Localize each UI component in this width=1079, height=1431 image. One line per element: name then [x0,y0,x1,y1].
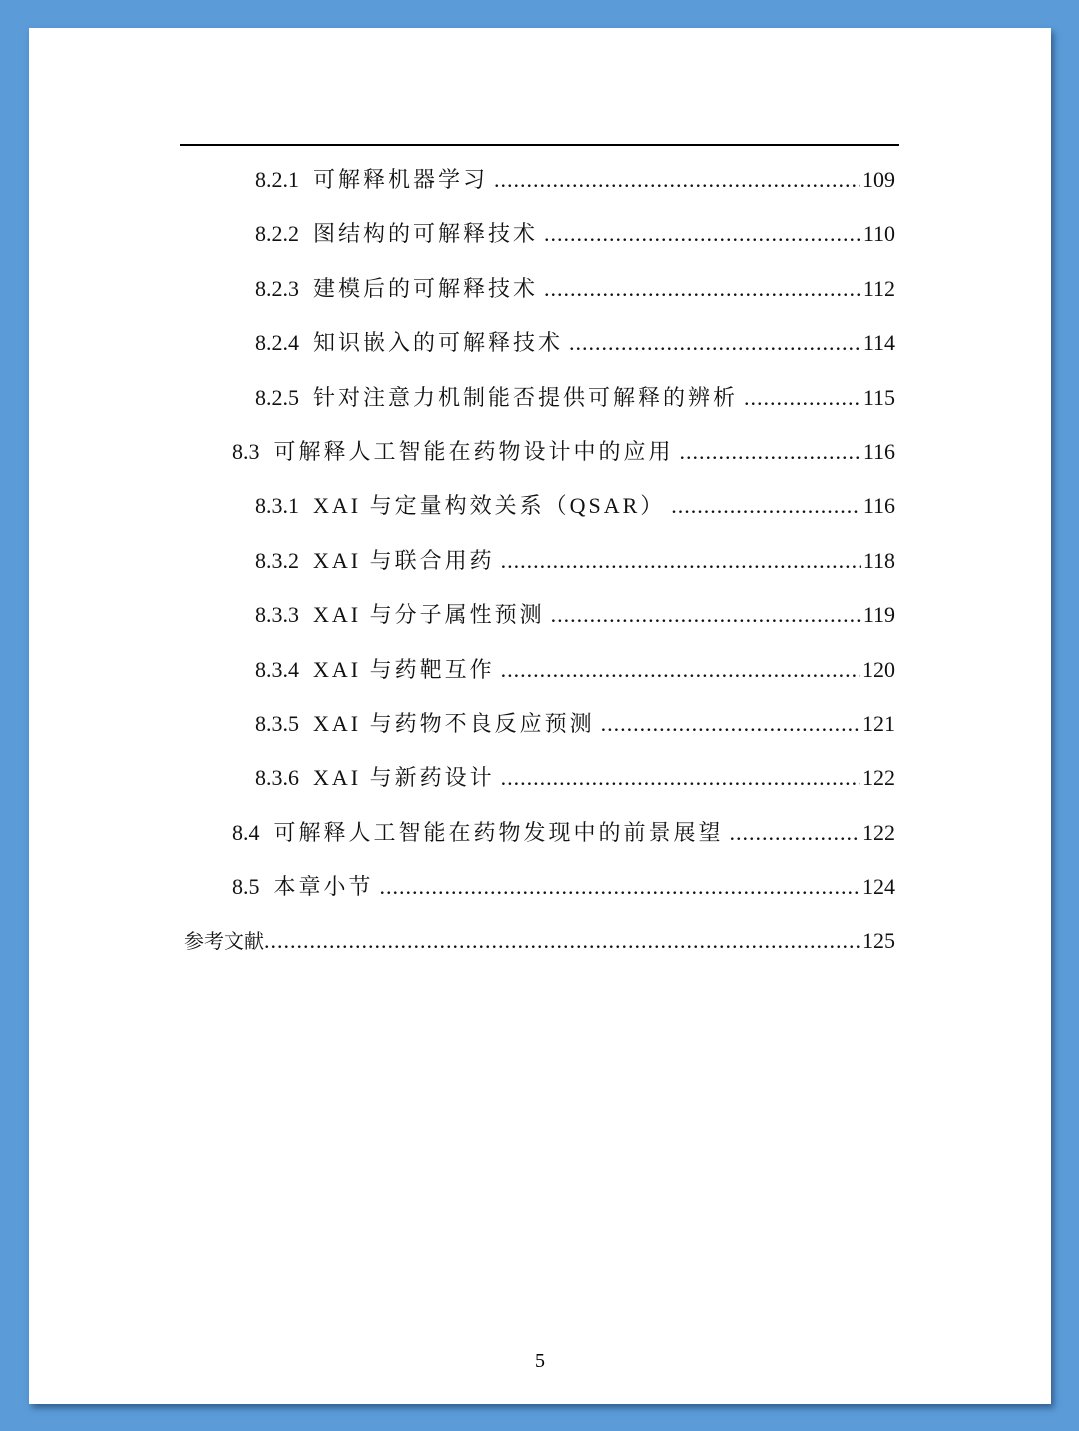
toc-entry-page: 121 [862,711,895,736]
toc-entry[interactable] [255,326,895,356]
toc-entry-title: XAI 与药靶互作 [313,656,495,682]
toc-entry-page: 119 [862,602,895,628]
toc-entry-title: 本章小节 [273,874,374,900]
toc-entry-title: XAI 与分子属性预测 [313,602,545,628]
toc-entry[interactable] [255,217,895,247]
toc-entry-page: 112 [862,275,895,301]
toc-entry-title: XAI 与联合用药 [313,547,495,573]
toc-entry-title: 参考文献 [184,928,264,953]
toc-leader-dots [730,820,860,846]
toc-leader-dots [501,657,860,683]
toc-entry-number: 8.3.2 [255,547,299,573]
toc-entry-page: 120 [862,656,895,682]
toc-entry[interactable] [255,489,895,519]
toc-entry[interactable] [255,272,895,302]
toc-entry-title: 针对注意力机制能否提供可解释的辨析 [313,384,739,410]
toc-entry[interactable] [255,653,895,683]
toc-entry[interactable] [255,707,895,737]
toc-entry[interactable] [232,435,895,465]
toc-leader-dots [494,167,860,193]
toc-entry-page: 115 [862,384,895,410]
toc-leader-dots [680,439,861,465]
toc-leader-dots [671,493,861,519]
toc-entry-page: 110 [862,221,895,247]
toc-entry-number: 8.3.6 [255,765,299,791]
toc-entry[interactable] [255,761,895,791]
toc-entry[interactable] [255,381,895,411]
toc-entry-number: 8.2.1 [255,167,299,192]
toc-entry-number: 8.2.2 [255,221,299,247]
toc-entry-page: 116 [862,439,895,464]
toc-leader-dots [551,602,861,628]
toc-entry-title: 图结构的可解释技术 [313,221,539,247]
toc-leader-dots [264,928,860,954]
toc-entry-page: 125 [862,927,895,953]
toc-entry-number: 8.4 [232,819,260,845]
toc-entry[interactable] [255,163,895,193]
toc-entry-number: 8.3 [232,439,260,464]
toc-entry-number: 8.3.3 [255,602,299,628]
toc-entry-page: 124 [862,874,895,900]
toc-entry-number: 8.3.4 [255,656,299,682]
toc-leader-dots [501,548,861,574]
toc-entry-title: XAI 与新药设计 [313,765,495,791]
toc-entry[interactable] [232,870,895,900]
toc-entry[interactable] [255,598,895,628]
toc-entry-title: 可解释人工智能在药物发现中的前景展望 [273,819,724,845]
toc-entry-page: 122 [862,765,895,791]
toc-leader-dots [569,330,861,356]
toc-entry-page: 118 [862,547,895,573]
toc-entry-title: 可解释人工智能在药物设计中的应用 [273,439,674,464]
toc-leader-dots [744,385,861,411]
toc-entry-number: 8.2.5 [255,384,299,410]
toc-entry-page: 109 [862,167,895,192]
toc-entry-number: 8.3.1 [255,493,299,519]
toc-entry-number: 8.2.4 [255,330,299,356]
document-page [29,28,1051,1404]
toc-entry-number: 8.2.3 [255,275,299,301]
toc-leader-dots [544,221,861,247]
header-rule [180,144,899,146]
toc-entry-title: 知识嵌入的可解释技术 [313,330,564,356]
toc-leader-dots [544,276,861,302]
toc-entry[interactable] [184,925,895,955]
toc-entry-title: 建模后的可解释技术 [313,275,539,301]
toc-entry[interactable] [255,544,895,574]
toc-entry-page: 122 [862,819,895,845]
toc-entry-page: 114 [862,330,895,356]
toc-entry-number: 8.5 [232,874,260,900]
toc-leader-dots [380,874,860,900]
toc-entry-page: 116 [862,493,895,519]
toc-entry-title: XAI 与定量构效关系（QSAR） [313,493,666,519]
page-number: 5 [535,1350,545,1372]
toc-leader-dots [601,711,860,737]
toc-entry[interactable] [232,816,895,846]
toc-leader-dots [501,765,860,791]
toc-entry-title: XAI 与药物不良反应预测 [313,711,595,736]
toc-entry-number: 8.3.5 [255,711,299,736]
toc-entry-title: 可解释机器学习 [313,167,489,192]
